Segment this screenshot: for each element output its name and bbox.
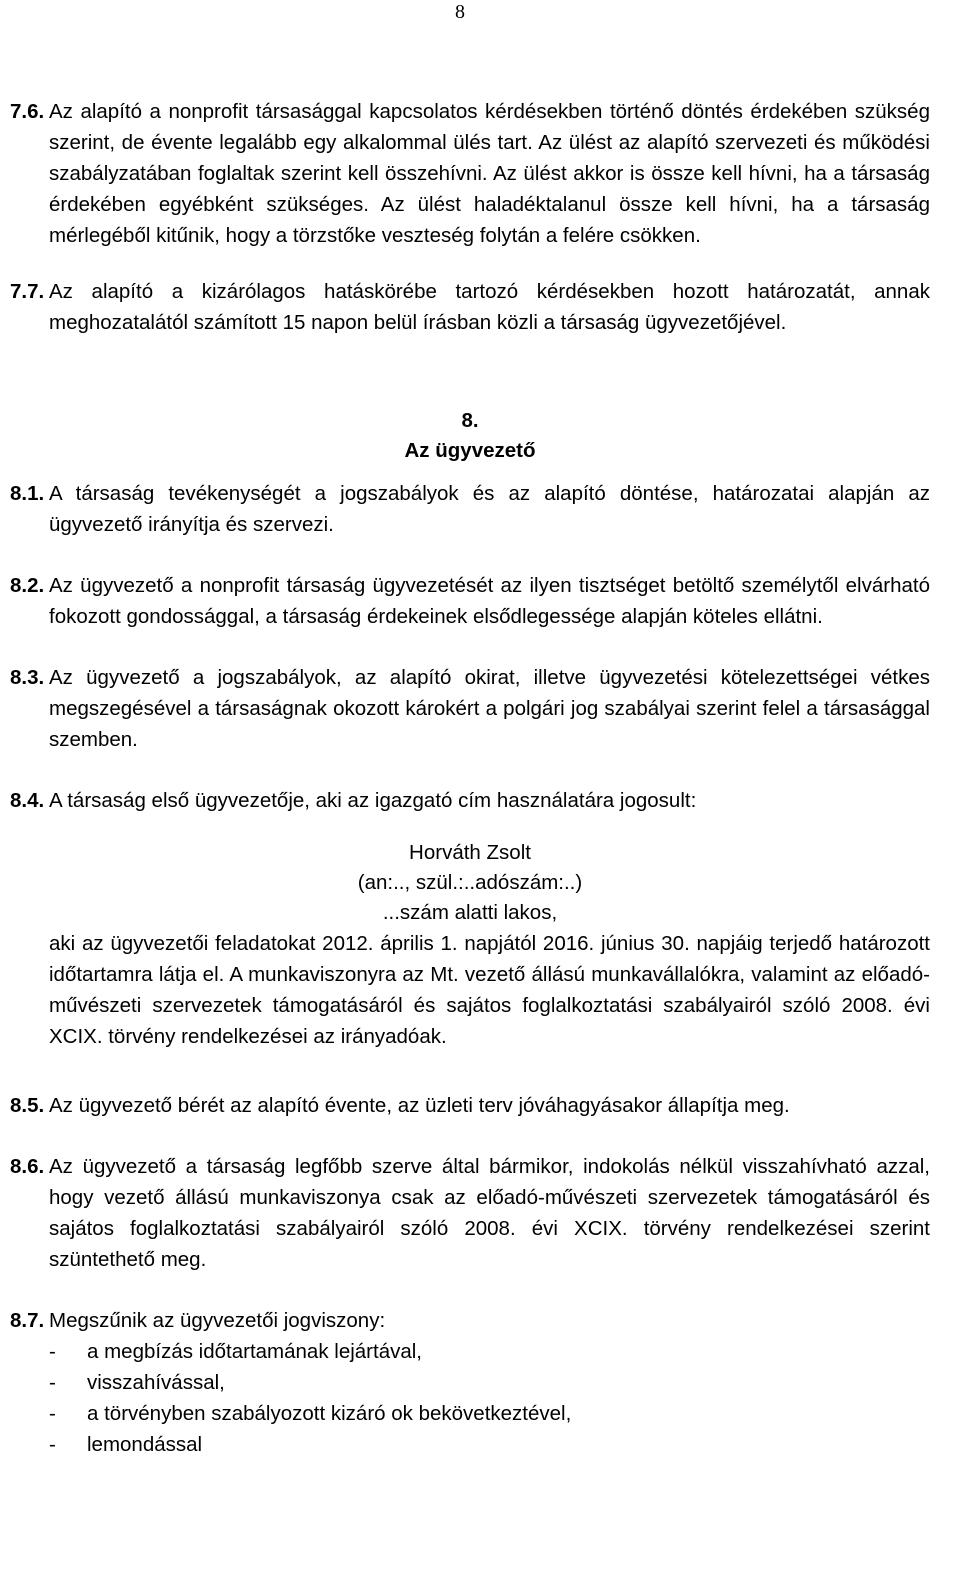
- clause-number: 8.5.: [10, 1094, 45, 1117]
- clause-text: A társaság első ügyvezetője, aki az igazgató cím használatára jogosult:: [49, 789, 697, 812]
- clause-text: Az alapító a nonprofit társasággal kapcsolatos kérdésekben történő döntés érdekében szükség szerint, de évente legalább egy alkalommal ülés tart. Az ülést az alapító szervezeti és működési szabályzatában foglaltak szerint kell összehívni. Az ülést akkor is össze kell hívni, ha a társaság érdekében egyébként szükséges. Az ülést haladéktalanul össze kell hívni, ha a társaság mérlegéből kitűnik, hogy a törzstőke veszteség folytán a felére csökken.: [49, 100, 930, 247]
- clause-number: 8.1.: [10, 482, 45, 505]
- clause-text: Az ügyvezető a társaság legfőbb szerve által bármikor, indokolás nélkül visszahívható azzal, hogy vezető állású munkaviszonya csak az előadó-művészeti szervezetek támogatásáról és sajátos foglalkoztatási szabályairól szóló 2008. évi XCIX. törvény rendelkezései szerint szüntethető meg.: [49, 1155, 930, 1271]
- list-bullet: -: [49, 1433, 56, 1456]
- document-body: [10, 96, 930, 1460]
- clause-text: A társaság tevékenységét a jogszabályok és az alapító döntése, határozatai alapján az ügyvezető irányítja és szervezi.: [49, 482, 930, 536]
- list-item-text: lemondással: [87, 1433, 203, 1456]
- manager-address: ...szám alatti lakos,: [382, 901, 558, 924]
- section-heading: [10, 406, 930, 466]
- page-number: 8: [455, 1, 465, 23]
- clause-8-1: [10, 478, 930, 540]
- list-item: [49, 1367, 930, 1398]
- section-number: 8.: [461, 409, 479, 432]
- list-bullet: -: [49, 1371, 56, 1394]
- clause-text: Az ügyvezető bérét az alapító évente, az üzleti terv jóváhagyásakor állapítja meg.: [49, 1094, 790, 1117]
- clause-8-2: [10, 570, 930, 632]
- clause-text: Az alapító a kizárólagos hatáskörébe tartozó kérdésekben hozott határozatát, annak meghozatalától számított 15 napon belül írásban közli a társaság ügyvezetőjével.: [49, 280, 930, 334]
- list-item: [49, 1429, 930, 1460]
- clause-8-4: [10, 785, 930, 816]
- list-item: [49, 1398, 930, 1429]
- clause-text: Az ügyvezető a nonprofit társaság ügyvezetését az ilyen tisztséget betöltő személytől elvárható fokozott gondossággal, a társaság érdekeinek elsődlegessége alapján köteles ellátni.: [49, 574, 930, 628]
- list-item-text: a megbízás időtartamának lejártával,: [87, 1340, 423, 1363]
- clause-text: Az ügyvezető a jogszabályok, az alapító okirat, illetve ügyvezetési kötelezettségei vétkes megszegésével a társaságnak okozott károkért a polgári jog szabályai szerint felel a társasággal szemben.: [49, 666, 930, 751]
- manager-term-text: aki az ügyvezetői feladatokat 2012. április 1. napjától 2016. június 30. napjáig terjedő határozott időtartamra látja el. A munkaviszonyra az Mt. vezető állású munkavállalókra, valamint az előadó-művészeti szervezetek támogatásáról és sajátos foglalkoztatási szabályairól szóló 2008. évi XCIX. törvény rendelkezései az irányadóak.: [49, 932, 930, 1048]
- termination-list: [10, 1336, 930, 1460]
- clause-7-6: [10, 96, 930, 251]
- section-title: Az ügyvezető: [404, 439, 536, 462]
- clause-number: 8.2.: [10, 574, 45, 597]
- clause-number: 8.6.: [10, 1155, 45, 1178]
- manager-identity: [10, 838, 930, 928]
- clause-text: Megszűnik az ügyvezetői jogviszony:: [49, 1309, 386, 1332]
- list-item-text: a törvényben szabályozott kizáró ok bekövetkeztével,: [87, 1402, 572, 1425]
- list-bullet: -: [49, 1340, 56, 1363]
- list-item-text: visszahívással,: [87, 1371, 225, 1394]
- manager-details: (an:.., szül.:..adószám:..): [357, 871, 583, 894]
- clause-number: 8.7.: [10, 1309, 45, 1332]
- list-item: [49, 1336, 930, 1367]
- clause-number: 7.7.: [10, 280, 45, 303]
- clause-number: 8.4.: [10, 789, 45, 812]
- clause-7-7: [10, 276, 930, 338]
- clause-8-5: [10, 1090, 930, 1121]
- clause-number: 8.3.: [10, 666, 45, 689]
- clause-number: 7.6.: [10, 100, 45, 123]
- clause-8-3: [10, 662, 930, 755]
- manager-name: Horváth Zsolt: [409, 841, 531, 864]
- clause-8-6: [10, 1151, 930, 1275]
- clause-8-7: [10, 1305, 930, 1336]
- list-bullet: -: [49, 1402, 56, 1425]
